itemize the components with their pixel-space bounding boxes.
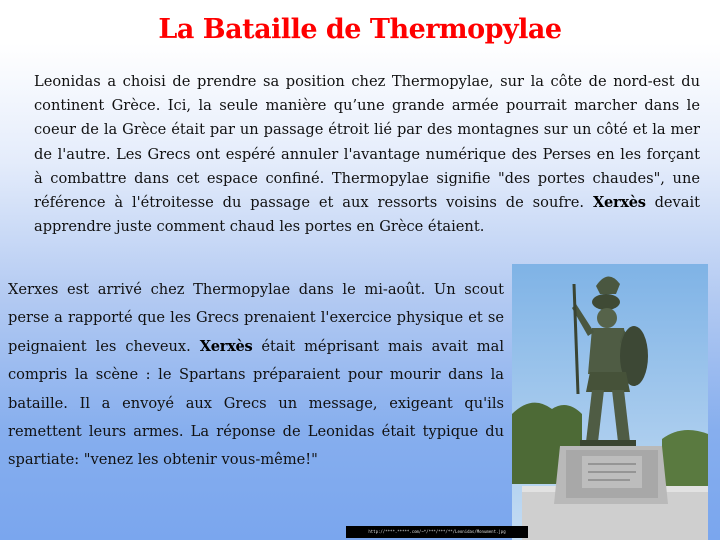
photo-caption: http://****.*****.com/~*/***/***/**/Leonidas/Monument.jpg: [346, 526, 528, 538]
paragraph-text: devait apprendre juste comment chaud les portes en Grèce étaient.: [34, 194, 701, 236]
paragraph-text: Leonidas a choisi de prendre sa position chez Thermopylae, sur la côte de nord-est du continent Grèce. Ici, la seule manière qu’une grande armée pourrait marcher dans le coeur de la Grèce était par un passage étroit lié par des montagnes sur un côté et la mer de l'autre. Les Grecs ont espéré annuler l'avantage numérique des Perses en les forçant à combattre dans cet espace confiné. Thermopylae signifie "des portes chaudes", une référence à l'étroitesse du passage et aux ressorts voisins de soufre.: [34, 73, 700, 212]
highlighted-name: Xerxès: [592, 194, 646, 212]
leonidas-statue-photo: [512, 264, 708, 540]
statue-illustration: [512, 264, 708, 540]
paragraph-text: était méprisant mais avait mal compris la scène : le Spartans préparaient pour mourir dans la bataille. Il a envoyé aux Grecs un message, exigeant qu'ils remettent leurs armes. La réponse de Leonidas était typique du spartiate: "venez les obtenir vous-même!": [8, 337, 504, 469]
paragraph-text: Xerxes est arrivé chez Thermopylae dans le mi-août. Un scout perse a rapporté que les Grecs prenaient l'exercice physique et se peignaient les cheveux.: [8, 281, 504, 355]
highlighted-name: Xerxès: [199, 337, 253, 355]
story-paragraph: [8, 276, 504, 475]
slide-title: La Bataille de Thermopylae: [158, 14, 562, 45]
intro-paragraph: [34, 70, 700, 239]
